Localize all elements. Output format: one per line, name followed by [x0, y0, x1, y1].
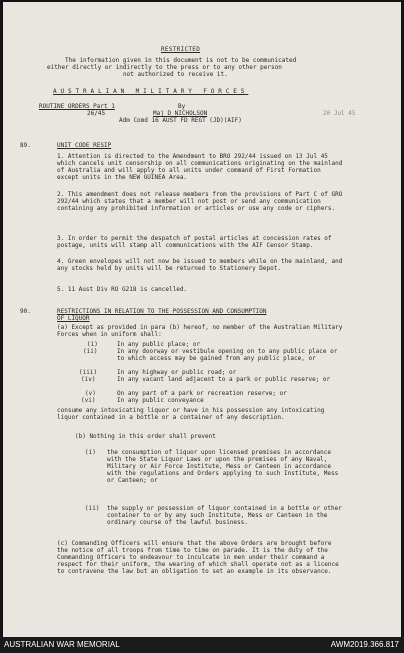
item-90-para-a: (a) Except as provided in para (b) hereof, no member of the Australian Military Forces when in uniform shall:: [57, 324, 343, 338]
item-90-number: 90.: [20, 308, 31, 315]
orders-date: 20 Jul 45: [323, 110, 356, 117]
item-89-para-5: 5. 11 Aust Div RO G218 is cancelled.: [57, 286, 188, 293]
security-notice-line-1: The information given in this document is not to be communicated: [65, 57, 297, 64]
exception-text-2: the supply or possession of liquor contained in a bottle or other container to or by any such Institute, Mess or Canteen in the ordinary course of the lawful business.: [107, 505, 342, 526]
places-number-3: (iii): [79, 369, 98, 376]
places-text-3: In any highway or public road; or: [117, 369, 237, 376]
item-89-para-1: 1. Attention is directed to the Amendment to BRO 292/44 issued on 13 Jul 45 which cancels unit censorship on all communications originating on the mainland of Australia and will apply to all units under command of First Formation except units in the NEW GUINEA Area.: [57, 153, 343, 181]
places-number-5: (v): [85, 390, 96, 397]
places-number-4: (iv): [81, 376, 96, 383]
places-text-5: On any part of a park or recreation reserve; or: [117, 390, 287, 397]
exception-number-1: (i): [85, 449, 96, 456]
exception-number-2: (ii): [85, 505, 100, 512]
exception-text-1: the consumption of liquor upon licensed premises in accordance with the State Liquor Laws or upon the premises of any Naval, Military or Air Force Institute, Mess or Canteen in accordance with the regulations and Orders applying to such Institute, Mess or Canteen; or: [107, 449, 339, 484]
item-89-para-4: 4. Green envelopes will not now be issued to members while on the mainland, and any stocks held by units will be returned to Stationery Depot.: [57, 258, 343, 272]
force-title: AUSTRALIAN MILITARY FORCES: [53, 88, 249, 95]
places-number-6: (vi): [81, 397, 96, 404]
places-number-1: (i): [87, 341, 98, 348]
item-89-number: 89.: [20, 142, 31, 149]
archive-name: AUSTRALIAN WAR MEMORIAL: [4, 640, 120, 649]
restricted-marking: RESTRICTED: [161, 46, 201, 53]
document-page: [3, 2, 401, 637]
orders-by: By: [178, 103, 186, 110]
places-number-2: (ii): [83, 348, 98, 355]
orders-number: 26/45: [87, 110, 106, 117]
archive-footer: [0, 637, 404, 653]
item-90-para-c: (c) Commanding Officers will ensure that the above Orders are brought before the notice of all troops from time to time on parade. It is the duty of the Commanding Officers to endeavour to inculcate in men under their command a respect for their uniform, the wearing of which shall operate not as a licence to contravene the law but an obligation to set an example in its observance.: [57, 540, 339, 575]
item-90-heading-2: OF LIQUOR: [57, 315, 90, 322]
security-notice-line-2: either directly or indirectly to the press or to any other person: [47, 64, 282, 71]
item-90-heading-1: RESTRICTIONS IN RELATION TO THE POSSESSION AND CONSUMPTION: [57, 308, 267, 315]
orders-officer: Maj D NICHOLSON: [153, 110, 208, 117]
security-notice-line-3: not authorized to receive it.: [123, 71, 228, 78]
orders-position: Adm Comd 16 AUST FD REGT (JD)(AIF): [119, 117, 242, 124]
item-90-para-b: (b) Nothing in this order shall prevent: [75, 433, 216, 440]
item-89-heading: UNIT CODE RESIP: [57, 142, 112, 149]
places-text-4: In any vacant land adjacent to a park or public reserve; or: [117, 376, 331, 383]
places-text-1: In any public place; or: [117, 341, 201, 348]
item-89-para-2: 2. This amendment does not release members from the provisions of Part C of GRO 292/44 which states that a member will not post or send any communication containing any prohibited information or articles or use any code or ciphers.: [57, 191, 343, 212]
item-90-consume-clause: consume any intoxicating liquor or have in his possession any intoxicating liquor contained in a bottle or a container of any description.: [57, 407, 325, 421]
item-89-para-3: 3. In order to permit the despatch of postal articles at concession rates of postage, units will stamp all communications with the AIF Censor Stamp.: [57, 235, 332, 249]
orders-title: ROUTINE ORDERS Part 1: [39, 103, 115, 110]
places-text-6: In any public conveyance: [117, 397, 204, 404]
places-text-2: In any doorway or vestibule opening on to any public place or to which access may be gained from any public place, or: [117, 348, 338, 362]
catalogue-number: AWM2019.366.817: [330, 640, 399, 649]
